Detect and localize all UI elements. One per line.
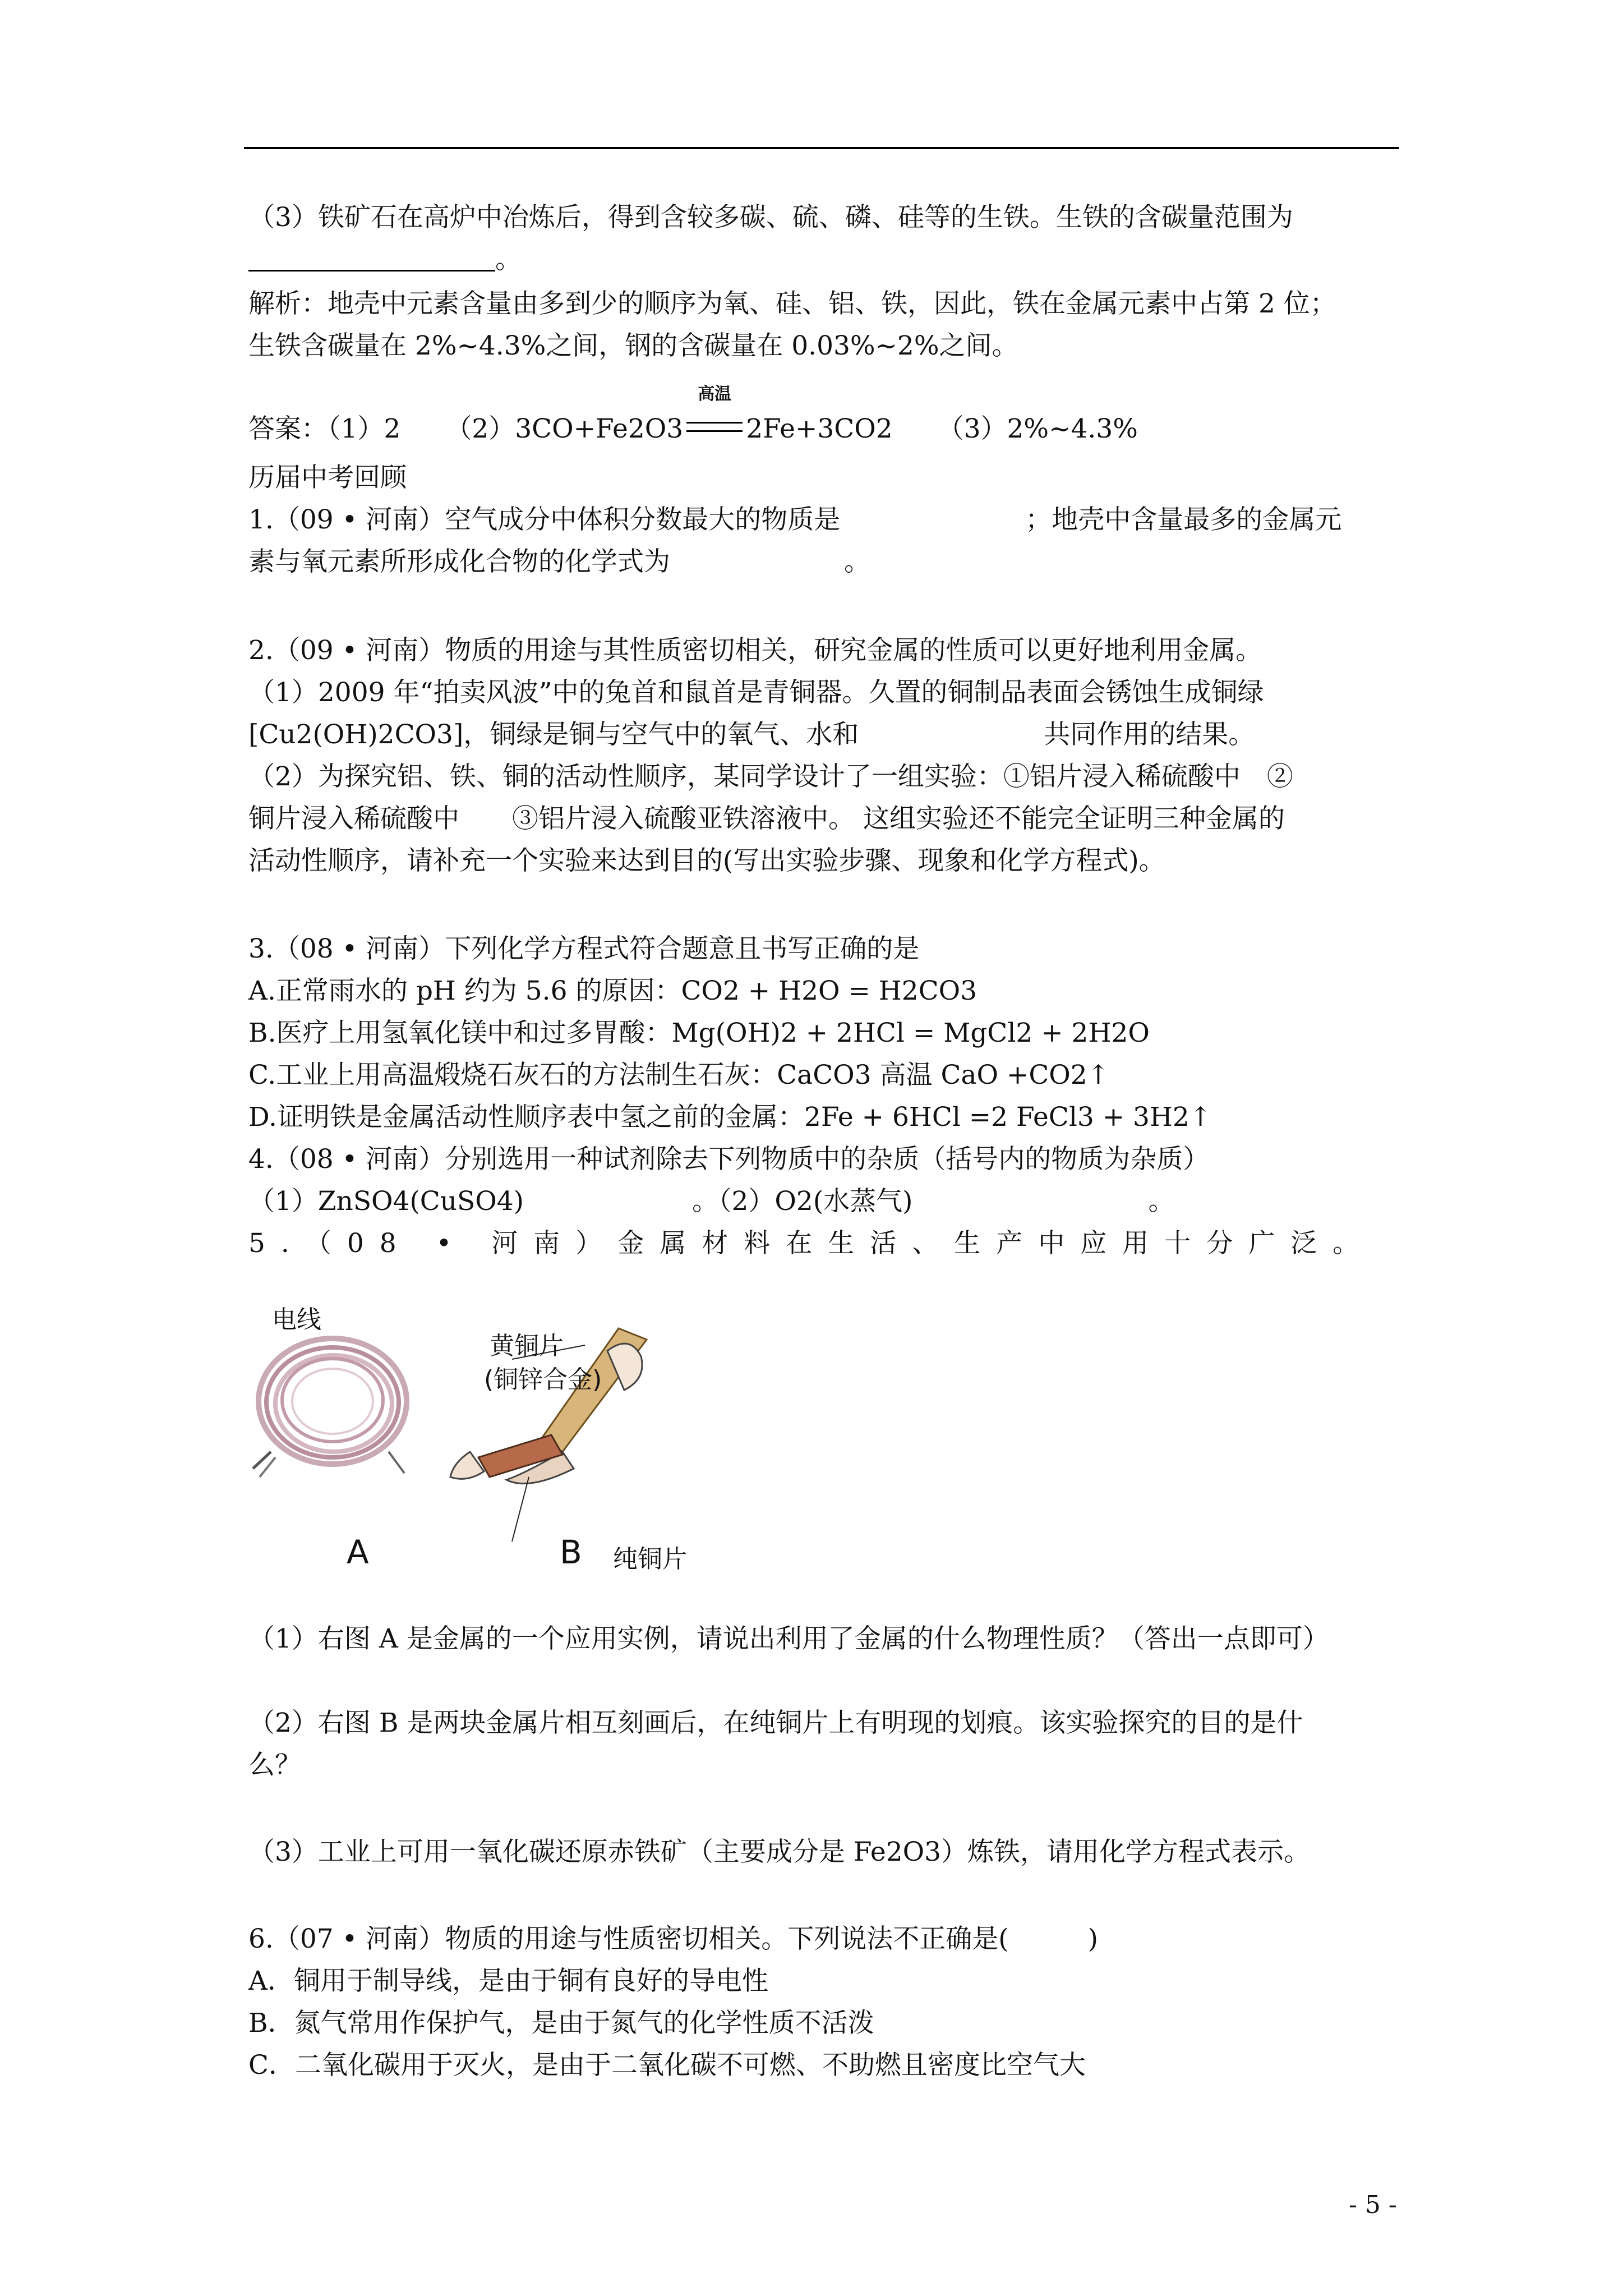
analysis-line: 生铁含碳量在 2%~4.3%之间，钢的含碳量在 0.03%~2%之间。 — [248, 330, 1018, 361]
label-pure-copper: 纯铜片 — [613, 1545, 687, 1573]
reaction-condition — [686, 384, 743, 446]
page-number: - 5 - — [1349, 2191, 1397, 2219]
question-line: （1）2009 年“拍卖风波”中的兔首和鼠首是青铜器。久置的铜制品表面会锈蚀生成铜绿 — [248, 677, 1264, 708]
question-line: 铜片浸入稀硫酸中 ③铝片浸入硫酸亚铁溶液中。 这组实验还不能完全证明三种金属的 — [248, 803, 1285, 834]
question-line: 5.（08 • 河南）金属材料在生活、生产中应用十分广泛。 — [248, 1228, 1375, 1259]
text-fragment: 素与氧元素所形成化合物的化学式为 — [248, 546, 670, 577]
text-fragment: 1.（09 • 河南）空气成分中体积分数最大的物质是 — [248, 504, 841, 535]
text-fragment: 共同作用的结果。 — [1044, 719, 1255, 750]
text-fragment: ；地壳中含量最多的金属元 — [1025, 504, 1342, 535]
analysis-line: 解析：地壳中元素含量由多到少的顺序为氧、硅、铝、铁，因此，铁在金属元素中占第 2 位； — [248, 288, 1336, 319]
question-line: （1）右图 A 是金属的一个应用实例，请说出利用了金属的什么物理性质？（答出一点即可） — [248, 1623, 1329, 1654]
text-fragment: （1）ZnSO4(CuSO4) — [248, 1186, 524, 1217]
option-line: D.证明铁是金属活动性顺序表中氢之前的金属：2Fe + 6HCl =2 FeCl3 + 3H2↑ — [248, 1102, 1212, 1133]
condition-label: 高温 — [698, 384, 732, 404]
text-line — [248, 243, 522, 277]
text-line: （3）铁矿石在高炉中冶炼后，得到含较多碳、硫、磷、硅等的生铁。生铁的含碳量范围为 — [248, 202, 1293, 233]
answer-part-1: 答案：（1）2 — [248, 413, 401, 444]
option-line: C.工业上用高温煅烧石灰石的方法制生石灰：CaCO3 高温 CaO +CO2↑ — [248, 1060, 1110, 1091]
question-line — [248, 503, 1341, 537]
question-line — [248, 718, 1255, 752]
question-line: （2）为探究铝、铁、铜的活动性顺序，某同学设计了一组实验：①铝片浸入稀硫酸中 ② — [248, 761, 1293, 792]
label-alloy: (铜锌合金) — [484, 1365, 602, 1394]
header-rule — [244, 147, 1399, 149]
answer-part-4: （3）2%~4.3% — [937, 413, 1138, 444]
label-brass: 黄铜片 — [490, 1332, 564, 1360]
option-line: C．二氧化碳用于灭火，是由于二氧化碳不可燃、不助燃且密度比空气大 — [248, 2050, 1086, 2081]
equals-bars — [686, 422, 743, 432]
answer-part-3: 2Fe+3CO2 — [746, 413, 893, 444]
question-line: （2）右图 B 是两块金属片相互刻画后，在纯铜片上有明现的划痕。该实验探究的目的是什 — [248, 1708, 1303, 1738]
text-fragment: [Cu2(OH)2CO3]，铜绿是铜与空气中的氧气、水和 — [248, 719, 859, 750]
question-line: 么？ — [248, 1750, 301, 1780]
question-line: 6.（07 • 河南）物质的用途与性质密切相关。下列说法不正确是( ) — [248, 1924, 1098, 1954]
question-line: （3）工业上可用一氧化碳还原赤铁矿（主要成分是 Fe2O3）炼铁，请用化学方程式表示。 — [248, 1837, 1311, 1867]
wire-coil-illustration — [253, 1338, 407, 1477]
question-line: 4.（08 • 河南）分别选用一种试剂除去下列物质中的杂质（括号内的物质为杂质） — [248, 1144, 1210, 1175]
label-figure-a: A — [347, 1533, 369, 1571]
question-line: 活动性顺序，请补充一个实验来达到目的(写出实验步骤、现象和化学方程式)。 — [248, 845, 1165, 876]
text-fragment: 。（2）O2(水蒸气) — [692, 1186, 913, 1217]
section-heading: 历届中考回顾 — [248, 462, 407, 493]
text-fragment: 。 — [844, 546, 870, 577]
answer-blank — [248, 245, 495, 272]
option-line: B.医疗上用氢氧化镁中和过多胃酸：Mg(OH)2 + 2HCl = MgCl2 + 2H2O — [248, 1018, 1150, 1048]
label-figure-b: B — [560, 1533, 582, 1571]
text-fragment: 。 — [495, 244, 522, 275]
option-line: B．氮气常用作保护气，是由于氮气的化学性质不活泼 — [248, 2008, 874, 2039]
option-line: A.正常雨水的 pH 约为 5.6 的原因：CO2 + H2O = H2CO3 — [248, 976, 978, 1006]
label-wire: 电线 — [272, 1305, 321, 1334]
question-line — [248, 1185, 1175, 1218]
answer-line — [248, 384, 1138, 446]
question-line — [248, 545, 870, 579]
text-fragment: 。 — [1148, 1186, 1175, 1217]
question-line: 2.（09 • 河南）物质的用途与其性质密切相关，研究金属的性质可以更好地利用金属。 — [248, 635, 1262, 666]
figure-metals — [248, 1283, 717, 1592]
question-line: 3.（08 • 河南）下列化学方程式符合题意且书写正确的是 — [248, 933, 920, 964]
answer-part-2: （2）3CO+Fe2O3 — [445, 413, 684, 444]
option-line: A．铜用于制导线，是由于铜有良好的导电性 — [248, 1966, 768, 1996]
